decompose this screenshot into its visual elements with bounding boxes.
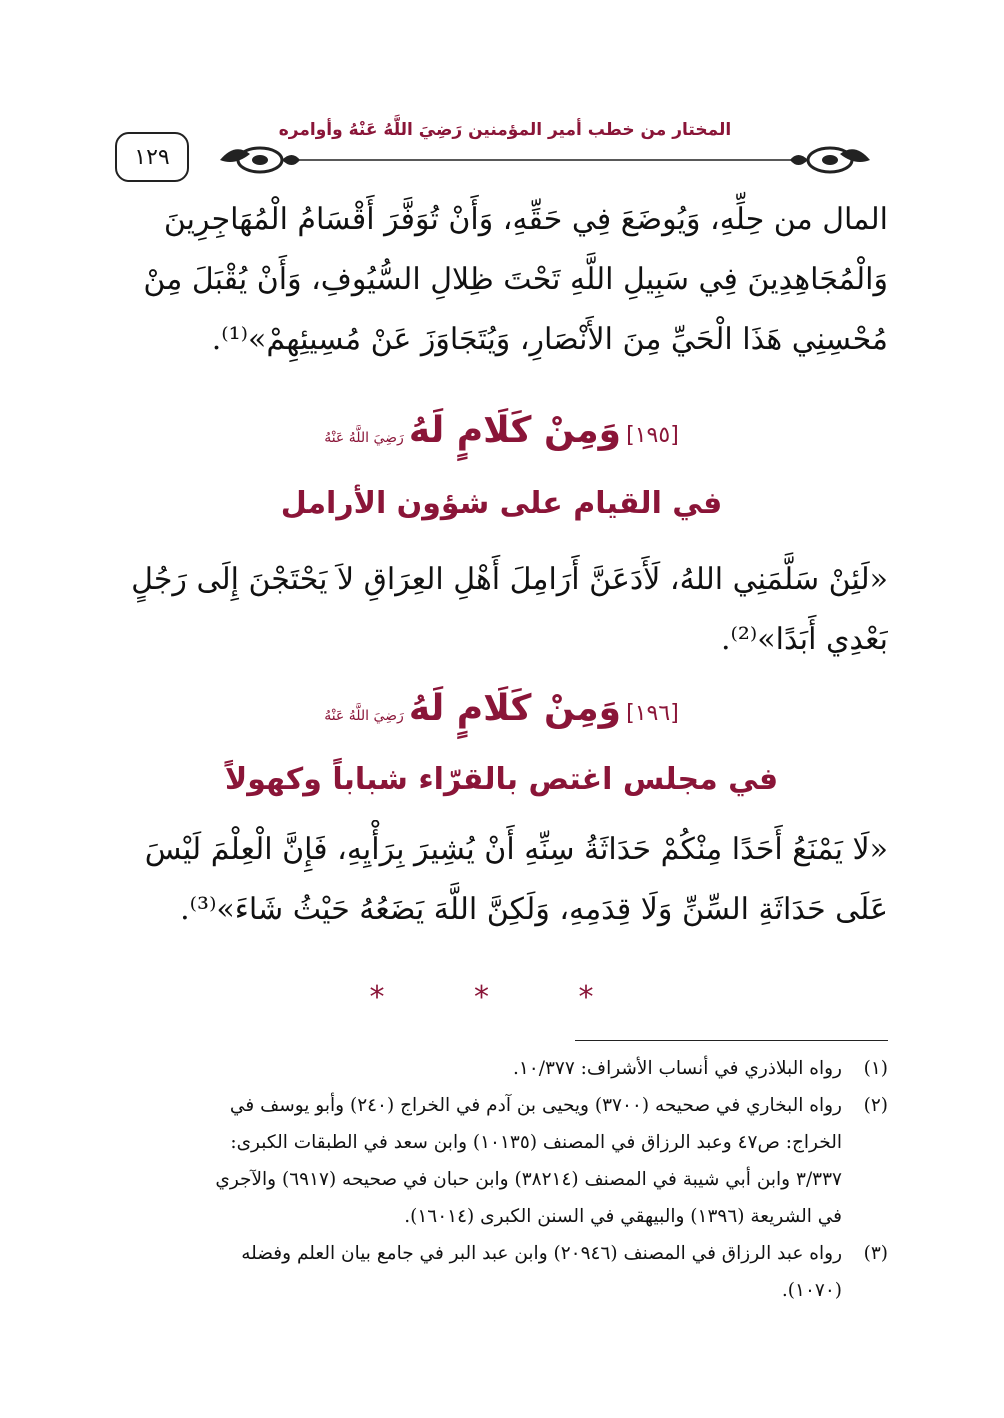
text-line: «لَا يَمْنَعُ أَحَدًا مِنْكُمْ حَدَاثَةُ سِنِّهِ أَنْ يُشِيرَ بِرَأْيِهِ، فَإِنَّ الْعِلْمَ لَيْسَ: [144, 832, 888, 867]
footnote-item: [115, 1050, 888, 1087]
running-title: المختار من خطب أمير المؤمنين رَضِيَ اللَّهُ عَنْهُ وأوامره: [278, 120, 732, 140]
section-196-heading: [115, 688, 888, 729]
section-195-subheading: في القيام على شؤون الأرامل: [280, 486, 723, 521]
text-line: عَلَى حَدَاثَةِ السِّنِّ وَلَا قِدَمِهِ، وَلَكِنَّ اللَّهَ يَضَعُهُ حَيْثُ شَاءَ»⁽³⁾.: [180, 892, 888, 927]
text-line: «لَئِنْ سَلَّمَنِي اللهُ، لَأَدَعَنَّ أَرَامِلَ أَهْلِ العِرَاقِ لاَ يَحْتَجْنَ إِلَى رَجُلٍ: [131, 562, 888, 597]
section-195-heading: [115, 410, 888, 451]
footnote-line: في الشريعة (١٣٩٦) والبيهقي في السنن الكبرى (١٦٠١٤).: [404, 1206, 842, 1227]
section-separator: * * *: [369, 980, 634, 1015]
footnote-line: الخراج: ص٤٧ وعبد الرزاق في المصنف (١٠١٣٥) وابن سعد في الطبقات الكبرى:: [230, 1132, 842, 1153]
text-line: بَعْدِي أَبَدًا»⁽²⁾.: [720, 622, 888, 657]
footnote-item: [115, 1087, 888, 1235]
paragraph-top: [115, 190, 888, 370]
text-line: مُحْسِنِي هَذَا الْحَيِّ مِنَ الأَنْصَارِ، وَيُتَجَاوَزَ عَنْ مُسِيئِهِمْ»⁽¹⁾.: [211, 322, 888, 357]
footnote-mark: (٢): [863, 1095, 888, 1116]
footnote-line: رواه البلاذري في أنساب الأشراف: ١٠/٣٧٧.: [512, 1058, 842, 1079]
footnote-mark: (١): [863, 1058, 888, 1079]
honorific: رَضِيَ اللَّهُ عَنْهُ: [324, 708, 404, 724]
section-196-subheading: في مجلس اغتص بالقرّاء شباباً وكهولاً: [224, 762, 779, 797]
footnote-line: رواه البخاري في صحيحه (٣٧٠٠) ويحيى بن آدم في الخراج (٢٤٠) وأبو يوسف في: [229, 1095, 842, 1116]
right-flourish-icon: [790, 148, 870, 172]
section-title: وَمِنْ كَلَامٍ لَهُ: [408, 688, 622, 729]
text-line: المال من حِلِّهِ، وَيُوضَعَ فِي حَقِّهِ، وَأَنْ تُوَفَّرَ أَقْسَامُ الْمُهَاجِرِينَ: [163, 202, 888, 237]
footnotes: [115, 1050, 888, 1309]
section-196-text: [115, 820, 888, 940]
section-number: [١٩٦]: [626, 701, 679, 726]
footnote-line: رواه عبد الرزاق في المصنف (٢٠٩٤٦) وابن عبد البر في جامع بيان العلم وفضله: [241, 1243, 842, 1264]
section-title: وَمِنْ كَلَامٍ لَهُ: [408, 410, 622, 451]
honorific: رَضِيَ اللَّهُ عَنْهُ: [324, 430, 404, 446]
left-flourish-icon: [220, 148, 300, 172]
section-number: [١٩٥]: [626, 423, 679, 448]
footnote-item: [115, 1235, 888, 1309]
footnote-divider: [575, 1040, 888, 1041]
footnote-line: (١٠٧٠).: [781, 1280, 842, 1301]
footnote-mark: (٣): [863, 1243, 888, 1264]
section-195-text: [115, 550, 888, 670]
page-number: ١٢٩: [115, 132, 189, 182]
footnote-line: ٣/٣٣٧ وابن أبي شيبة في المصنف (٣٨٢١٤) وابن حبان في صحيحه (٦٩١٧) والآجري: [215, 1169, 842, 1190]
text-line: وَالْمُجَاهِدِينَ فِي سَبِيلِ اللَّهِ تَحْتَ ظِلالِ السُّيُوفِ، وَأَنْ يُقْبَلَ مِنْ: [143, 262, 888, 297]
